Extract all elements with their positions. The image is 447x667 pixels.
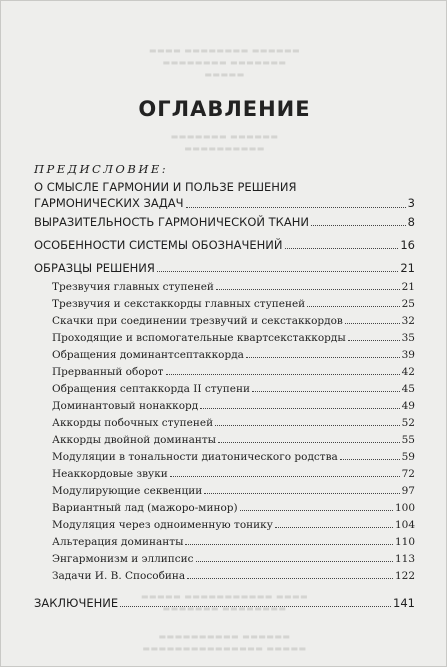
toc-section-label: ЗАКЛЮЧЕНИЕ — [34, 596, 119, 610]
toc-subsection-label: Трезвучия и секстаккорды главных ступеней — [52, 298, 306, 310]
dot-leader — [246, 356, 400, 358]
toc-subsection[interactable] — [52, 451, 415, 463]
toc-section[interactable] — [34, 215, 415, 229]
toc-page-number: 113 — [394, 553, 415, 565]
toc-subsection[interactable] — [52, 298, 415, 310]
toc-page-number: 141 — [393, 596, 415, 610]
toc-subsection-label: Скачки при соединении трезвучий и секстаккордов — [52, 315, 343, 327]
toc-page-number: 45 — [401, 383, 415, 395]
bleed-through-text: ▬▬▬▬▬ — [204, 70, 245, 79]
toc-entry-harmony[interactable] — [34, 179, 415, 211]
toc-subsection[interactable] — [52, 383, 415, 395]
toc-subsection[interactable] — [52, 485, 415, 497]
toc-page-number: 59 — [401, 451, 415, 463]
dot-leader — [252, 390, 400, 392]
toc-subsection-label: Обращения септаккорда II ступени — [52, 383, 250, 395]
dot-leader — [285, 247, 399, 249]
toc-subsection-label: Альтерация доминанты — [52, 536, 184, 548]
toc-page-number: 21 — [400, 261, 415, 275]
bleed-through-text: ▬▬▬▬▬▬▬ ▬▬▬▬▬▬▬▬ — [162, 604, 287, 613]
toc-page-number: 72 — [401, 468, 415, 480]
dot-leader — [275, 526, 393, 528]
toc-subsection[interactable] — [52, 502, 415, 514]
bleed-through-text: ▬▬▬▬▬▬▬ ▬▬▬▬▬▬ — [170, 132, 279, 141]
toc-page-number: 100 — [394, 502, 415, 514]
dot-leader — [218, 441, 400, 443]
toc-subsection-label: Аккорды побочных ступеней — [52, 417, 214, 429]
toc-subsection-label: Проходящие и вспомогательные квартсекстаккорды — [52, 332, 346, 344]
toc-subsection-label: Неаккордовые звуки — [52, 468, 168, 480]
bleed-through-text: ▬▬▬▬▬ ▬▬▬▬▬▬▬▬▬▬▬ ▬▬▬▬ — [140, 592, 309, 601]
toc-subsection-label: Аккорды двойной доминанты — [52, 434, 217, 446]
dot-leader — [187, 577, 393, 579]
dot-leader — [196, 560, 393, 562]
dot-leader — [307, 305, 399, 307]
toc-page-number: 104 — [394, 519, 415, 531]
toc-subsection[interactable] — [52, 315, 415, 327]
dot-leader — [185, 543, 393, 545]
toc-subsection[interactable] — [52, 570, 415, 582]
toc-subsection-label: Задачи И. В. Способина — [52, 570, 186, 582]
bleed-through-text: ▬▬▬▬▬▬▬▬▬▬▬▬▬▬▬ ▬▬▬▬▬ — [142, 644, 307, 653]
dot-leader — [348, 339, 400, 341]
toc-subsection[interactable] — [52, 553, 415, 565]
toc-subsection[interactable] — [52, 468, 415, 480]
dot-leader — [204, 492, 399, 494]
toc-subsection[interactable] — [52, 519, 415, 531]
toc-page-number: 52 — [401, 417, 415, 429]
dot-leader — [311, 224, 406, 226]
toc-subsection-label: Доминантовый нонаккорд — [52, 400, 199, 412]
toc-entry-line2: ГАРМОНИЧЕСКИХ ЗАДАЧ — [34, 196, 184, 210]
toc-section-label: ОБРАЗЦЫ РЕШЕНИЯ — [34, 261, 155, 275]
dot-leader — [216, 288, 400, 290]
toc-page-number: 49 — [401, 400, 415, 412]
toc-entry-line1: О СМЫСЛЕ ГАРМОНИИ И ПОЛЬЗЕ РЕШЕНИЯ — [34, 180, 297, 194]
bleed-through-text: ▬▬▬▬▬▬▬▬ ▬▬▬▬▬▬▬ — [162, 58, 287, 67]
toc-page-number: 42 — [401, 366, 415, 378]
toc-conclusion[interactable] — [34, 596, 415, 610]
preface-label: ПРЕДИСЛОВИЕ: — [34, 162, 169, 176]
toc-page-number: 25 — [401, 298, 415, 310]
toc-subsection[interactable] — [52, 281, 415, 293]
dot-leader — [215, 424, 400, 426]
dot-leader — [345, 322, 400, 324]
toc-page-number: 3 — [407, 196, 415, 210]
toc-subsection-label: Энгармонизм и эллипсис — [52, 553, 194, 565]
toc-page-number: 110 — [394, 536, 415, 548]
toc-subsection[interactable] — [52, 400, 415, 412]
toc-subsection-label: Модулирующие секвенции — [52, 485, 203, 497]
toc-subsection[interactable] — [52, 417, 415, 429]
toc-subsection[interactable] — [52, 332, 415, 344]
toc-subsection-label: Вариантный лад (мажоро-минор) — [52, 502, 238, 514]
dot-leader — [157, 270, 399, 272]
toc-subsection[interactable] — [52, 434, 415, 446]
toc-page-number: 8 — [407, 215, 415, 229]
toc-section-label: ОСОБЕННОСТИ СИСТЕМЫ ОБОЗНАЧЕНИЙ — [34, 238, 283, 252]
toc-subsection[interactable] — [52, 536, 415, 548]
bleed-through-text: ▬▬▬▬▬▬▬▬▬▬ ▬▬▬▬▬▬ — [158, 632, 291, 641]
page-title: ОГЛАВЛЕНИЕ — [138, 97, 311, 121]
toc-page-number: 122 — [394, 570, 415, 582]
dot-leader — [186, 206, 406, 208]
bleed-through-text: ▬▬▬▬ ▬▬▬▬▬▬▬▬ ▬▬▬▬▬▬ — [148, 46, 301, 55]
toc-section-label: ВЫРАЗИТЕЛЬНОСТЬ ГАРМОНИЧЕСКОЙ ТКАНИ — [34, 215, 309, 229]
toc-page-number: 16 — [400, 238, 415, 252]
toc-subsection-label: Модуляция через одноименную тонику — [52, 519, 273, 531]
toc-section[interactable] — [34, 238, 415, 252]
toc-page-number: 35 — [401, 332, 415, 344]
toc-subsection-label: Трезвучия главных ступеней — [52, 281, 214, 293]
dot-leader — [340, 458, 400, 460]
toc-page-number: 21 — [401, 281, 415, 293]
toc-subsection[interactable] — [52, 366, 415, 378]
dot-leader — [240, 509, 393, 511]
toc-subsection[interactable] — [52, 349, 415, 361]
toc-page-number: 55 — [401, 434, 415, 446]
bleed-through-text: ▬▬▬▬▬▬▬▬▬▬ — [184, 144, 265, 153]
dot-leader — [166, 373, 400, 375]
dot-leader — [200, 407, 399, 409]
toc-page-number: 32 — [401, 315, 415, 327]
toc-section[interactable] — [34, 261, 415, 275]
dot-leader — [170, 475, 400, 477]
dot-leader — [120, 605, 391, 607]
toc-subsection-label: Модуляции в тональности диатонического родства — [52, 451, 338, 463]
toc-page-number: 97 — [401, 485, 415, 497]
toc-subsection-label: Обращения доминантсептаккорда — [52, 349, 244, 361]
toc-page-number: 39 — [401, 349, 415, 361]
toc-subsection-label: Прерванный оборот — [52, 366, 164, 378]
